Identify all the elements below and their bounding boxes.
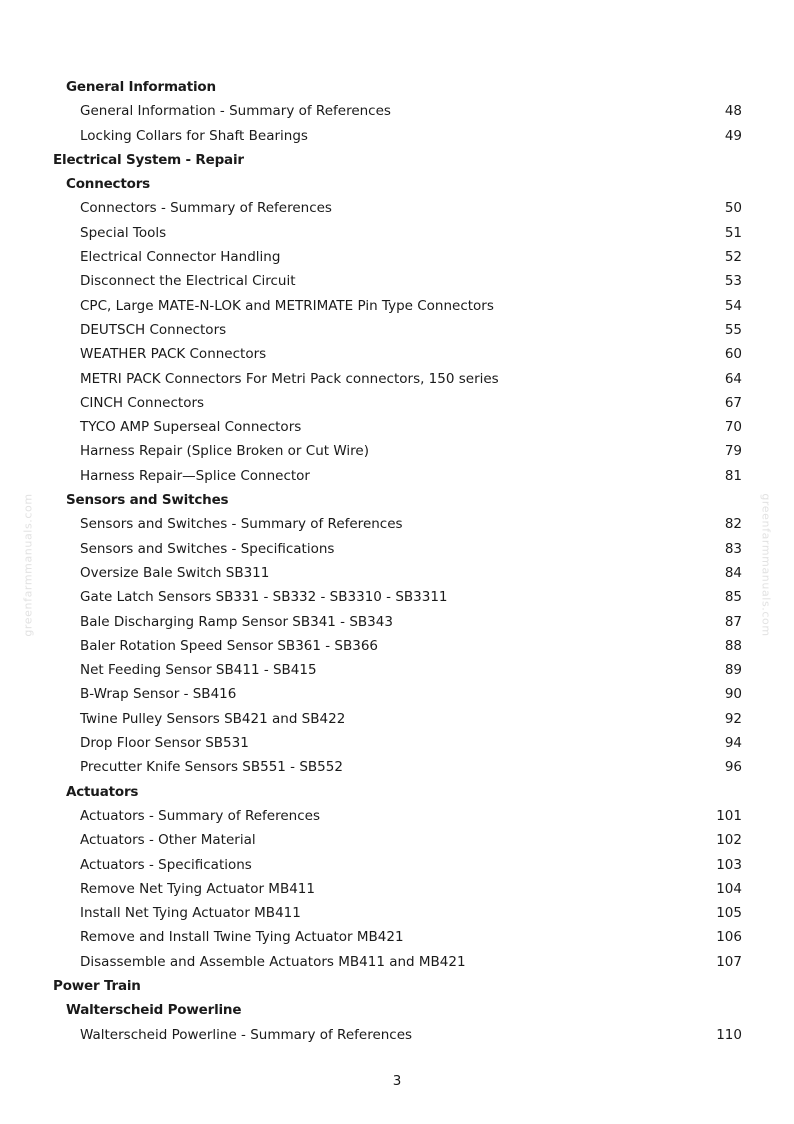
toc-heading-title: Walterscheid Powerline	[66, 1002, 242, 1019]
toc-entry[interactable]	[0, 196, 794, 220]
toc-entry-page: 50	[724, 200, 742, 217]
toc-entry-title: Locking Collars for Shaft Bearings	[80, 127, 308, 144]
toc-entry[interactable]	[0, 439, 794, 463]
toc-entry-page: 90	[724, 686, 742, 703]
toc-entry-page: 84	[724, 564, 742, 581]
toc-entry-title: Actuators - Other Material	[80, 832, 256, 849]
toc-entry-title: TYCO AMP Superseal Connectors	[80, 419, 302, 436]
toc-entry-page: 106	[716, 929, 742, 946]
toc-entry-title: Install Net Tying Actuator MB411	[80, 905, 301, 922]
toc-entry[interactable]	[0, 658, 794, 682]
toc-heading-title: Power Train	[53, 977, 141, 994]
toc-entry-title: Sensors and Switches - Specifications	[80, 540, 335, 557]
toc-entry-title: Harness Repair—Splice Connector	[80, 467, 310, 484]
toc-entry-page: 64	[724, 370, 742, 387]
toc-entry-title: Baler Rotation Speed Sensor SB361 - SB366	[80, 637, 379, 654]
toc-entry-page: 96	[724, 759, 742, 776]
toc-heading-title: Connectors	[66, 176, 150, 193]
toc-heading-title: General Information	[66, 79, 216, 95]
toc-entry-title: Drop Floor Sensor SB531	[80, 735, 249, 752]
toc-entry-page: 81	[724, 467, 742, 484]
toc-entry[interactable]	[0, 877, 794, 901]
toc-entry-page: 107	[716, 953, 742, 970]
toc-entry-page: 87	[724, 613, 742, 630]
watermark-left: greenfarmmanuals.com	[21, 493, 35, 637]
toc-entry-title: Net Feeding Sensor SB411 - SB415	[80, 662, 317, 679]
toc-entry[interactable]	[0, 755, 794, 779]
toc-entry[interactable]	[0, 367, 794, 391]
toc-entry-title: Harness Repair (Splice Broken or Cut Wire)	[80, 443, 369, 460]
toc-heading-title: Sensors and Switches	[66, 492, 229, 509]
toc-section-heading	[0, 172, 794, 196]
toc-entry[interactable]	[0, 585, 794, 609]
toc-entry-page: 104	[716, 880, 742, 897]
toc-entry[interactable]	[0, 512, 794, 536]
toc-entry[interactable]	[0, 415, 794, 439]
toc-entry-page: 83	[724, 540, 742, 557]
toc-entry-page: 105	[716, 905, 742, 922]
toc-entry-title: WEATHER PACK Connectors	[80, 346, 267, 363]
toc-entry[interactable]	[0, 950, 794, 974]
toc-entry[interactable]	[0, 901, 794, 925]
toc-entry-title: Special Tools	[80, 224, 167, 241]
toc-entry-page: 49	[724, 127, 742, 144]
toc-entry[interactable]	[0, 537, 794, 561]
toc-entry-page: 89	[724, 662, 742, 679]
toc-entry-title: Bale Discharging Ramp Sensor SB341 - SB343	[80, 613, 393, 630]
toc-entry[interactable]	[0, 124, 794, 148]
toc-entry-title: Sensors and Switches - Summary of References	[80, 516, 403, 533]
toc-entry-page: 101	[716, 807, 742, 824]
toc-entry[interactable]	[0, 682, 794, 706]
toc-entry-page: 85	[724, 589, 742, 606]
toc-entry-page: 82	[724, 516, 742, 533]
toc-entry-title: Electrical Connector Handling	[80, 249, 281, 266]
toc-entry-page: 67	[724, 394, 742, 411]
toc-entry-title: Disassemble and Assemble Actuators MB411 and MB421	[80, 953, 466, 970]
toc-entry[interactable]	[0, 99, 794, 123]
toc-entry[interactable]	[0, 610, 794, 634]
toc-entry-page: 54	[724, 297, 742, 314]
toc-entry-page: 70	[724, 419, 742, 436]
toc-section-heading	[0, 75, 794, 99]
toc-entry[interactable]	[0, 853, 794, 877]
toc-entry-page: 48	[724, 103, 742, 120]
toc-entry[interactable]	[0, 318, 794, 342]
toc-entry-title: METRI PACK Connectors For Metri Pack connectors, 150 series	[80, 370, 499, 387]
toc-entry-title: Gate Latch Sensors SB331 - SB332 - SB3310 - SB3311	[80, 589, 448, 606]
toc-entry[interactable]	[0, 391, 794, 415]
toc-entry-title: Precutter Knife Sensors SB551 - SB552	[80, 759, 343, 776]
toc-entry-title: B-Wrap Sensor - SB416	[80, 686, 237, 703]
toc-entry-title: Remove Net Tying Actuator MB411	[80, 880, 315, 897]
toc-entry-title: General Information - Summary of References	[80, 103, 391, 120]
toc-section-heading	[0, 148, 794, 172]
toc-entry[interactable]	[0, 828, 794, 852]
watermark-right: greenfarmmanuals.com	[759, 493, 773, 637]
toc-entry[interactable]	[0, 294, 794, 318]
toc-entry-title: Disconnect the Electrical Circuit	[80, 273, 296, 290]
toc-entry-page: 102	[716, 832, 742, 849]
toc-entry-title: Remove and Install Twine Tying Actuator MB421	[80, 929, 404, 946]
toc-entry-page: 92	[724, 710, 742, 727]
toc-entry-page: 110	[716, 1026, 742, 1043]
toc-section-heading	[0, 974, 794, 998]
page-number: 3	[392, 1073, 402, 1089]
toc-section-heading	[0, 998, 794, 1022]
toc-section-heading	[0, 780, 794, 804]
toc-entry[interactable]	[0, 221, 794, 245]
table-of-contents	[0, 75, 794, 1047]
toc-entry[interactable]	[0, 342, 794, 366]
toc-entry-page: 60	[724, 346, 742, 363]
toc-entry-page: 51	[724, 224, 742, 241]
toc-entry-page: 103	[716, 856, 742, 873]
toc-entry-page: 55	[724, 321, 742, 338]
toc-entry[interactable]	[0, 464, 794, 488]
toc-entry-page: 52	[724, 249, 742, 266]
toc-entry[interactable]	[0, 804, 794, 828]
toc-entry-title: Actuators - Specifications	[80, 856, 252, 873]
toc-entry-page: 94	[724, 735, 742, 752]
toc-entry[interactable]	[0, 245, 794, 269]
toc-entry[interactable]	[0, 269, 794, 293]
toc-entry-title: Actuators - Summary of References	[80, 807, 320, 824]
toc-entry[interactable]	[0, 731, 794, 755]
toc-entry-title: Twine Pulley Sensors SB421 and SB422	[80, 710, 346, 727]
toc-entry[interactable]	[0, 1023, 794, 1047]
toc-entry-title: Connectors - Summary of References	[80, 200, 332, 217]
toc-entry-title: CINCH Connectors	[80, 394, 205, 411]
toc-section-heading	[0, 488, 794, 512]
toc-entry[interactable]	[0, 634, 794, 658]
toc-heading-title: Electrical System - Repair	[53, 151, 244, 168]
toc-entry[interactable]	[0, 707, 794, 731]
toc-entry-page: 53	[724, 273, 742, 290]
toc-entry[interactable]	[0, 925, 794, 949]
toc-heading-title: Actuators	[66, 783, 139, 800]
toc-entry-title: CPC, Large MATE-N-LOK and METRIMATE Pin Type Connectors	[80, 297, 494, 314]
toc-entry-title: Walterscheid Powerline - Summary of References	[80, 1026, 413, 1043]
toc-entry-title: Oversize Bale Switch SB311	[80, 564, 270, 581]
toc-entry-page: 88	[724, 637, 742, 654]
toc-entry-page: 79	[724, 443, 742, 460]
toc-entry[interactable]	[0, 561, 794, 585]
toc-entry-title: DEUTSCH Connectors	[80, 321, 227, 338]
